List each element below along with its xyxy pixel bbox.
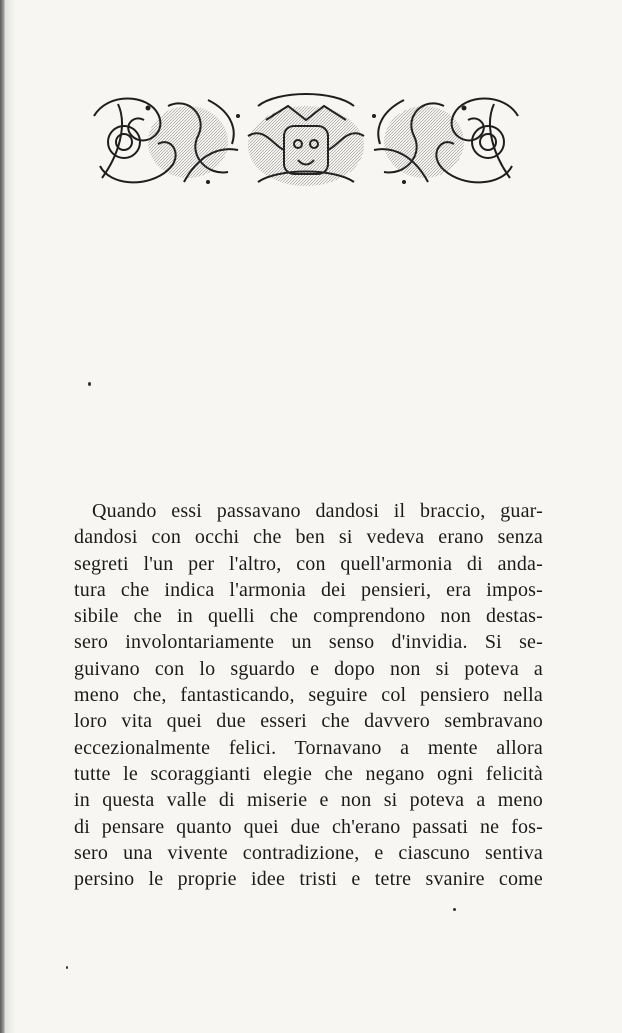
ink-speck xyxy=(66,966,68,969)
page-shadow xyxy=(6,0,16,1033)
text-line: sibile che in quelli che comprendono non destas- xyxy=(74,605,543,628)
text-line: Quando essi passavano dandosi il braccio, guar- xyxy=(92,500,543,522)
ink-speck xyxy=(88,382,91,386)
text-line: meno che, fantasticando, seguire col pensiero nella xyxy=(74,684,543,707)
text-line: tura che indica l'armonia dei pensieri, era impos- xyxy=(74,578,543,601)
text-line: sero involontariamente un senso d'invidia. Si se- xyxy=(74,631,543,654)
text-line: sero una vivente contradizione, e ciascuno sentiva xyxy=(74,841,543,864)
body-text xyxy=(74,498,543,892)
text-line: loro vita quei due esseri che davvero sembravano xyxy=(74,710,543,733)
text-line: di pensare quanto quei due ch'erano passati ne fos- xyxy=(74,815,543,838)
floral-headpiece-icon xyxy=(88,86,524,198)
text-line: persino le proprie idee tristi e tetre svanire come xyxy=(74,868,543,891)
text-line: segreti l'un per l'altro, con quell'armonia di anda- xyxy=(74,552,543,575)
text-line: guivano con lo sguardo e dopo non si poteva a xyxy=(74,657,543,680)
text-line: eccezionalmente felici. Tornavano a mente allora xyxy=(74,736,543,759)
ink-speck xyxy=(453,908,456,911)
text-line: in questa valle di miserie e non si poteva a meno xyxy=(74,789,543,812)
text-line: tutte le scoraggianti elegie che negano ogni felicità xyxy=(74,762,543,785)
text-line: dandosi con occhi che ben si vedeva erano senza xyxy=(74,526,543,549)
